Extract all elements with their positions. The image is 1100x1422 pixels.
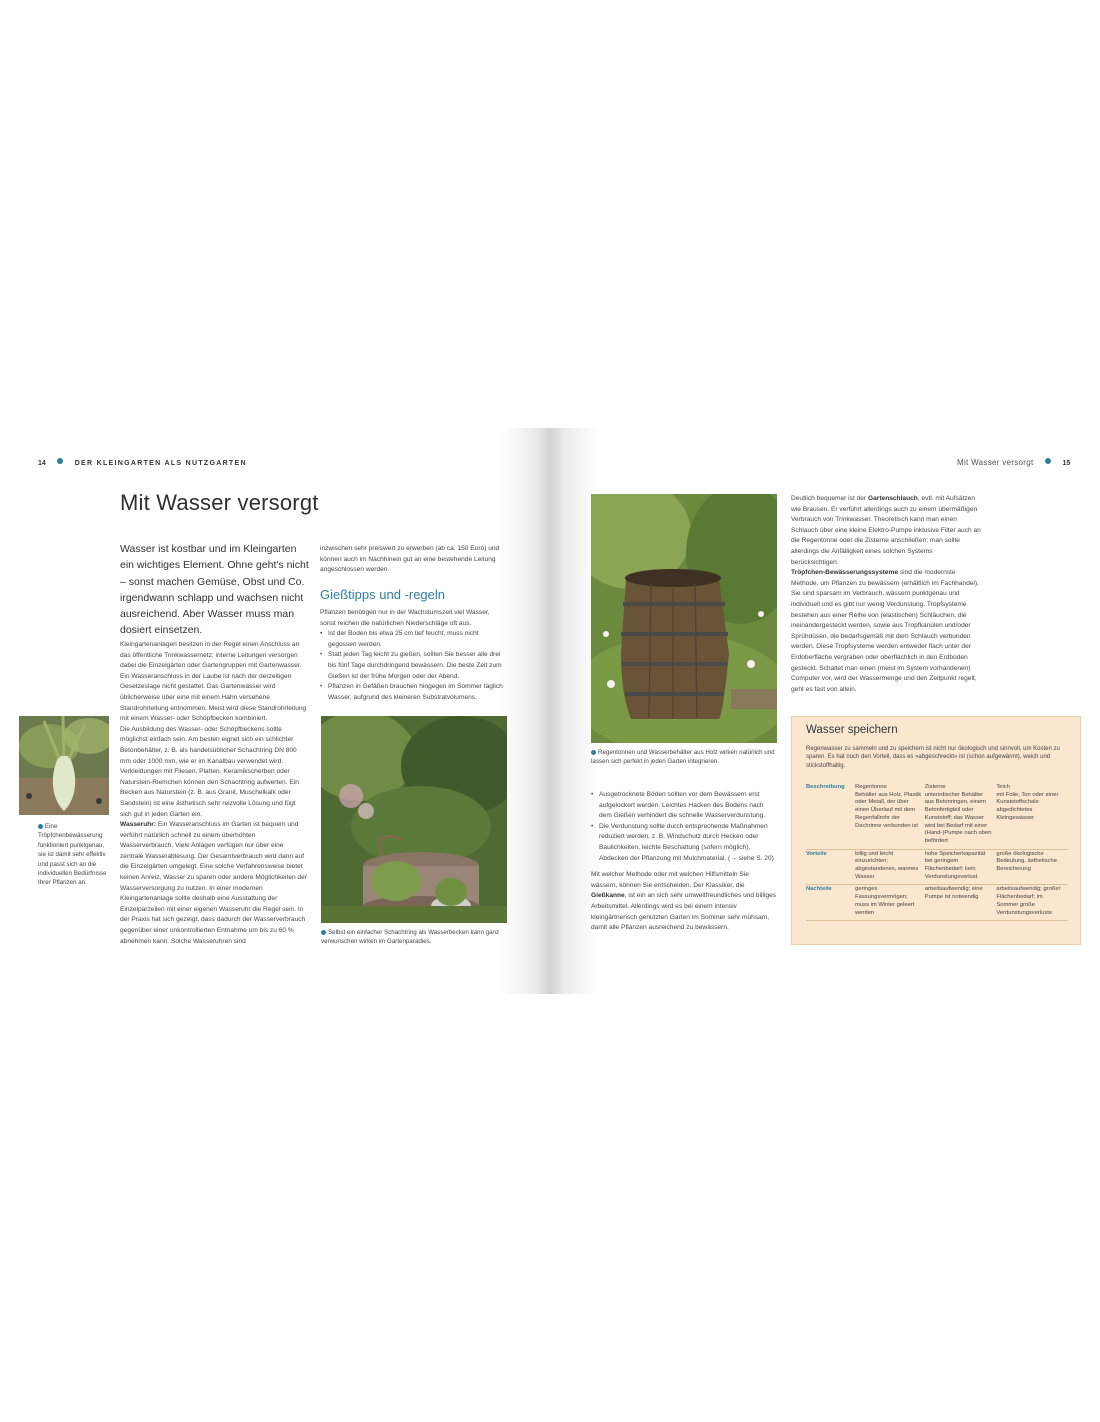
right-col2-text: [791, 494, 981, 695]
caption-text: Regentonnen und Wasserbehälter aus Holz wirken natürlich und lassen sich perfekt in jeden Garten integrieren.: [591, 749, 775, 766]
bold-term: Tröpfchen-Bewässerungssysteme: [791, 569, 899, 577]
body-text: sind die modernste Methode, um Pflanzen zu bewässern (erhältlich im Fachhandel). Sie sind sparsam im Verbrauch, wässern punktgenau und individuell und es gibt nur wenig Verdunstung. Tropfsysteme bestehen aus einer Reihe von (elastischen) Schläuchen, die ineinandergesteckt werden, sowie aus Tropfkanülen und/oder Sprühdüsen, die bedarfsgemäß mit dem Schlauch verbunden werden. Diese Tropfsysteme werden entweder flach unter der Erdoberfläche vergraben oder oberflächlich in den Erdboden gesteckt. Schaltet man einen (meist im System vorhandenen) Computer vor, wird der Wassermenge und den Zeitpunkt regelt, geht es fast von allein.: [791, 569, 980, 693]
table-cell: [996, 783, 1068, 849]
body-text: Deutlich bequemer ist der: [791, 495, 868, 502]
fennel-photo: [19, 716, 109, 815]
body-paragraph: Kleingartenanlagen besitzen in der Regel einen Anschluss an das öffentliche Trinkwassernetz; interne Leitungen versorgen dabei die Einzelgärten oder Gartengruppen mit Gartenwasser. Ein Wasseranschluss in der Laube ist nach der derzeitigen Gesetzeslage nicht gestattet. Das Gartenwasser wird üblicherweise über eine mit einem Hahn versehene Standrohrleitung entnommen. Meist wird diese Standrohrleitung mit einem Wasser- oder Schöpfbecken kombiniert.: [120, 641, 307, 723]
right-running-head-text: Mit Wasser versorgt: [957, 458, 1034, 467]
body-text: Ein Wasseranschluss im Garten ist bequem und verführt natürlich schnell zu einem überhöhten Wasserverbrauch. Viele Anlagen verfügen nur über eine zentrale Wasserablesung. Der Gesamtverbrauch wird dann auf die Einzelgärten umgelegt. Eine solche Verfahrensweise bietet keinen Anreiz, Wasser zu sparen oder andere Möglichkeiten der Wasserversorgung zu nutzen. In einer modernen Kleingartenanlage sollte deshalb eine Ausstattung der Einzelparzellen mit einer eigenen Wasseruhr die Regel sein. In der Praxis hat sich gezeigt, dass dadurch der Wasserverbrauch gegenüber einer unkontrollierten Entnahme um bis zu 60 % abnehmen kann. Solche Wasseruhren sind: [120, 821, 308, 945]
left-running-head-text: DER KLEINGARTEN ALS NUTZGARTEN: [74, 460, 247, 467]
right-page-number: 15: [1062, 460, 1071, 467]
table-cell: arbeitsaufwendig; großer Flächenbedarf; im Sommer große Verdunstungsverluste: [996, 885, 1068, 921]
bullet-icon: [57, 458, 63, 464]
bold-term: Wasseruhr:: [120, 821, 157, 829]
list-item: • Die Verdunstung sollte durch entsprechende Maßnahmen reduziert werden, z. B. Windschutz durch Hecken oder Baulichkeiten, leichte Beschattung (sofern möglich), Abdecken der Pflanzung mit Mulchmaterial. (→ siehe S. 20): [591, 822, 777, 864]
body-paragraph: [120, 820, 308, 947]
table-cell: geringes Fassungsvermögen; muss im Winter geleert werden: [855, 885, 925, 921]
bullet-icon: [38, 824, 43, 829]
body-paragraph: [791, 494, 981, 568]
bullet-icon: [591, 750, 596, 755]
caption-text: Eine Tröpfchenbewässerung funktioniert punktgenau, sie ist damit sehr effektiv und passt sich an die individuellen Bedürfnisse Ihrer Pflanzen an.: [38, 823, 107, 887]
row-header-beschreibung: Beschreibung: [806, 783, 855, 849]
rain-barrel-photo: [591, 494, 777, 743]
water-storage-table: [806, 783, 1068, 921]
col2-top-text: inzwischen sehr preiswert zu erwerben (ab ca. 150 Euro) und können auch im Nachhinein gut an eine bestehende Leitung angeschlossen werden.: [320, 545, 500, 574]
cell-text: Behälter aus Holz, Plastik oder Metall, der über einen Überlauf mit dem Regenfallrohr der Dachrinne verbunden ist: [855, 791, 922, 829]
body-text: , ist ein an sich sehr umweltfreundliches und billiges Arbeitsmittel. Allerdings wird es bei einem intensiv kleingärtnerisch genutzten Garten im Sommer sehr mühsam, damit alle Pflanzen ausreichend zu bewässern.: [591, 892, 777, 932]
left-body-column: [120, 640, 308, 947]
table-cell: [925, 783, 997, 849]
tips-intro: Pflanzen benötigen nur in der Wachstumszeit viel Wasser, sonst reichen die natürlichen Niederschläge oft aus.: [320, 609, 490, 627]
row-header-nachteile: Nachteile: [806, 885, 855, 921]
table-row: [806, 849, 1068, 885]
body-paragraph: [791, 568, 981, 695]
caption-text: Selbst ein einfacher Schachtring als Wasserbecken kann ganz verwunschen wirken im Gartenparadies.: [321, 929, 500, 946]
info-box-wasser-speichern: [791, 716, 1081, 945]
left-running-head: [38, 452, 247, 470]
basin-caption: [321, 928, 507, 947]
cell-text: unterirdischer Behälter aus Betonringen, einem Betonfertigteil oder Kunststoff; das Wasser wird bei Bedarf mit einer (Hand-)Pumpe nach oben befördert: [924, 791, 992, 844]
bullet-icon: [1045, 458, 1051, 464]
list-item: • Ist der Boden bis etwa 25 cm tief feucht, muss nicht gegossen werden.: [320, 629, 506, 650]
book-spread: [0, 428, 1100, 994]
table-cell: hohe Speicherkapazität bei geringem Flächenbedarf; kein Verdunstungsverlust: [925, 849, 997, 885]
info-box-intro: Regenwasser zu sammeln und zu speichern ist nicht nur ökologisch und sinnvoll, um Kosten zu sparen. Es hat noch den Vorteil, dass es »abgeschreckt« ist (schon aufgewärmt), weich und stickstoffhaltig.: [806, 746, 1060, 769]
right-running-head: [957, 452, 1070, 470]
book-gutter: [500, 428, 600, 994]
right-col1-text: [591, 790, 777, 934]
list-item: • Ausgetrocknete Böden sollten vor dem Bewässern erst aufgelockert werden. Leichtes Hacken des Bodens nach dem Gießen verhindert die schnelle Wasserverdunstung.: [591, 790, 777, 822]
table-cell: [855, 783, 925, 849]
table-row: [806, 885, 1068, 921]
page-title: Mit Wasser versorgt: [120, 490, 319, 515]
column-header-regentonne: Regentonne: [855, 784, 887, 790]
bold-term: Gießkanne: [591, 892, 625, 900]
table-cell: große ökologische Bedeutung, ästhetische Bereicherung: [996, 849, 1068, 885]
tips-list: [320, 629, 506, 703]
column-header-zisterne: Zisterne: [924, 784, 946, 790]
list-item: • Pflanzen in Gefäßen brauchen hingegen im Sommer täglich Wasser, aufgrund des kleineren Substratvolumens.: [320, 682, 506, 703]
body-paragraph: [591, 870, 777, 934]
bullet-icon: [321, 930, 326, 935]
row-header-vorteile: Vorteile: [806, 849, 855, 885]
barrel-caption: [591, 748, 777, 767]
list-item: • Statt jeden Tag leicht zu gießen, sollten Sie besser alle drei bis fünf Tage durchdringend bewässern. Die beste Zeit zum Gießen ist der frühe Morgen oder der Abend.: [320, 650, 506, 682]
bold-term: Gartenschlauch: [867, 495, 918, 502]
left-page-number: 14: [38, 460, 46, 467]
column-header-teich: Teich: [996, 784, 1010, 790]
body-paragraph: Die Ausbildung des Wasser- oder Schöpfbeckens sollte möglichst einfach sein. Am besten eignet sich ein schlichter Betonbehälter, z. B. als handelsüblicher Schachtring DN 800 mm oder 1000 mm, wie er im Kanalbau verwendet wird. Verkleidungen mit Fliesen, Platten, Keramikscherben oder Naturstein-Riemchen können den Schachtring aufwerten. Ein Becken aus Naturstein (z. B. aus Granit, Muschelkalk oder Sandstein) ist eine ästhetisch sehr reizvolle Lösung und fügt sich gut in jeden Garten ein.: [120, 725, 299, 818]
body-text: , evtl. mit Aufsätzen wie Brausen. Er verführt allerdings auch zu einem übermäßigen Verbrauch von Trinkwasser. Theoretisch kann man einen Schlauch über eine kleine Elektro-Pumpe inklusive Filter auch an die Regentonne oder die Zisterne anschließen; man sollte allerdings die Anfälligkeit eines solchen Systems berücksichtigen.: [791, 495, 981, 566]
table-row: [806, 783, 1068, 849]
info-box-title: Wasser speichern: [806, 724, 898, 736]
body-text: Mit welcher Methode oder mit welchen Hilfsmitteln Sie wässern, können Sie entscheiden. Der Klassiker, die: [591, 871, 749, 889]
fennel-caption: [38, 822, 108, 888]
subheading: Gießtipps und -regeln: [320, 587, 446, 602]
watering-tips-list: [591, 790, 777, 864]
basin-photo: [321, 716, 507, 923]
intro-text: Wasser ist kostbar und im Kleingarten ein wichtiges Element. Ohne geht's nicht – sonst machen Gemüse, Obst und Co. irgendwann schlapp und wachsen nicht ausreichend. Aber Wasser muss man dosiert einsetzen.: [120, 543, 309, 637]
table-cell: arbeitsaufwendig; eine Pumpe ist notwendig: [925, 885, 997, 921]
table-cell: billig und leicht einzurichten; abgestandenes, warmes Wasser: [855, 849, 925, 885]
cell-text: mit Folie, Ton oder einer Kunststoffschale abgedichtetes Kleingewässer: [996, 791, 1059, 821]
tips-block: [320, 608, 506, 703]
